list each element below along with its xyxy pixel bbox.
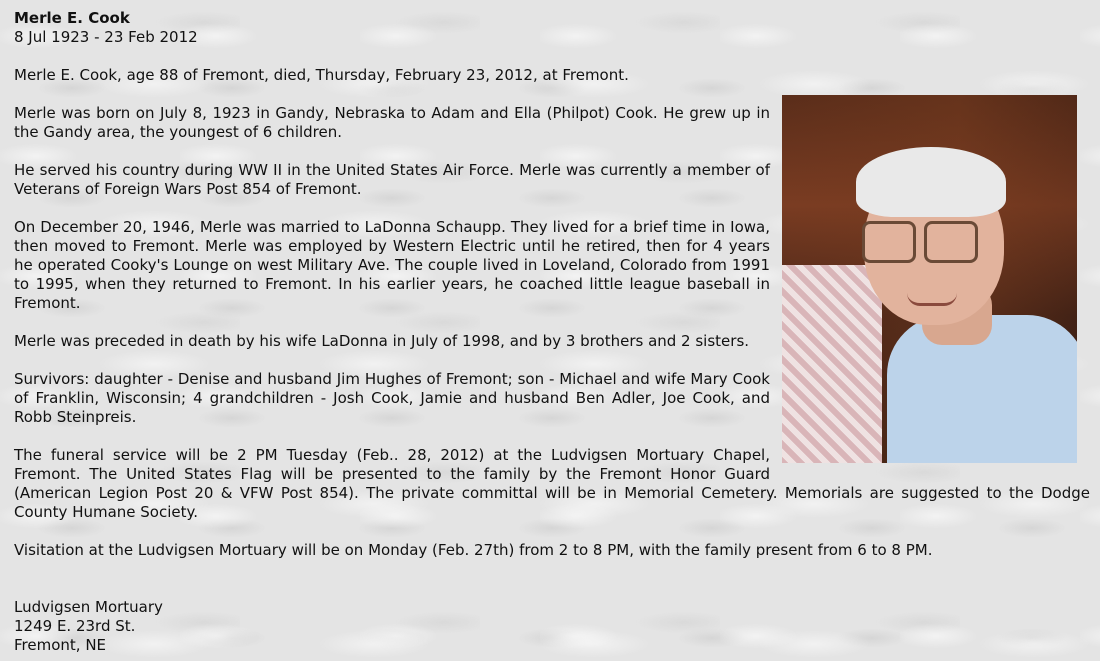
obituary-page [14,9,1090,655]
portrait-photo [782,95,1077,463]
paragraph-marriage-career: On December 20, 1946, Merle was married to LaDonna Schaupp. They lived for a brief time in Iowa, then moved to Fremont. Merle was employed by Western Electric until he retired, then for 4 years he operated Cooky's Lounge on west Military Ave. The couple lived in Loveland, Colorado from 1991 to 1995, when they returned to Fremont. In his earlier years, he coached little league baseball in Fremont. [14,218,770,312]
paragraph-military-service: He served his country during WW II in the United States Air Force. Merle was currently a member of Veterans of Foreign Wars Post 854 of Fremont. [14,161,770,198]
mortuary-name: Ludvigsen Mortuary [14,598,163,616]
mortuary-street: 1249 E. 23rd St. [14,617,136,635]
paragraph-visitation: Visitation at the Ludvigsen Mortuary will be on Monday (Feb. 27th) from 2 to 8 PM, with the family present from 6 to 8 PM. [14,541,933,559]
paragraph-survivors: Survivors: daughter - Denise and husband Jim Hughes of Fremont; son - Michael and wife Mary Cook of Franklin, Wisconsin; 4 grandchildren - Josh Cook, Jamie and husband Ben Adler, Joe Cook, and Robb Steinpreis. [14,370,770,426]
mortuary-city: Fremont, NE [14,636,107,654]
paragraph-preceded-in-death: Merle was preceded in death by his wife LaDonna in July of 1998, and by 3 brothers and 2 sisters. [14,332,750,350]
paragraph-funeral-service: The funeral service will be 2 PM Tuesday (Feb.. 28, 2012) at the Ludvigsen Mortuary Chapel, Fremont. The United States Flag will be presented to the family by the Fremont Honor Guard (American Legion Post 20 & VFW Post 854). The private committal will be in Memorial Cemetery. Memorials are suggested to the Dodge County Humane Society. [14,446,1090,521]
paragraph-birth: Merle was born on July 8, 1923 in Gandy, Nebraska to Adam and Ella (Philpot) Cook. He grew up in the Gandy area, the youngest of 6 children. [14,104,770,141]
mortuary-address [14,598,1090,655]
obituary-name: Merle E. Cook [14,9,130,27]
paragraph-death-notice: Merle E. Cook, age 88 of Fremont, died, Thursday, February 23, 2012, at Fremont. [14,66,629,84]
life-dates: 8 Jul 1923 - 23 Feb 2012 [14,28,198,46]
